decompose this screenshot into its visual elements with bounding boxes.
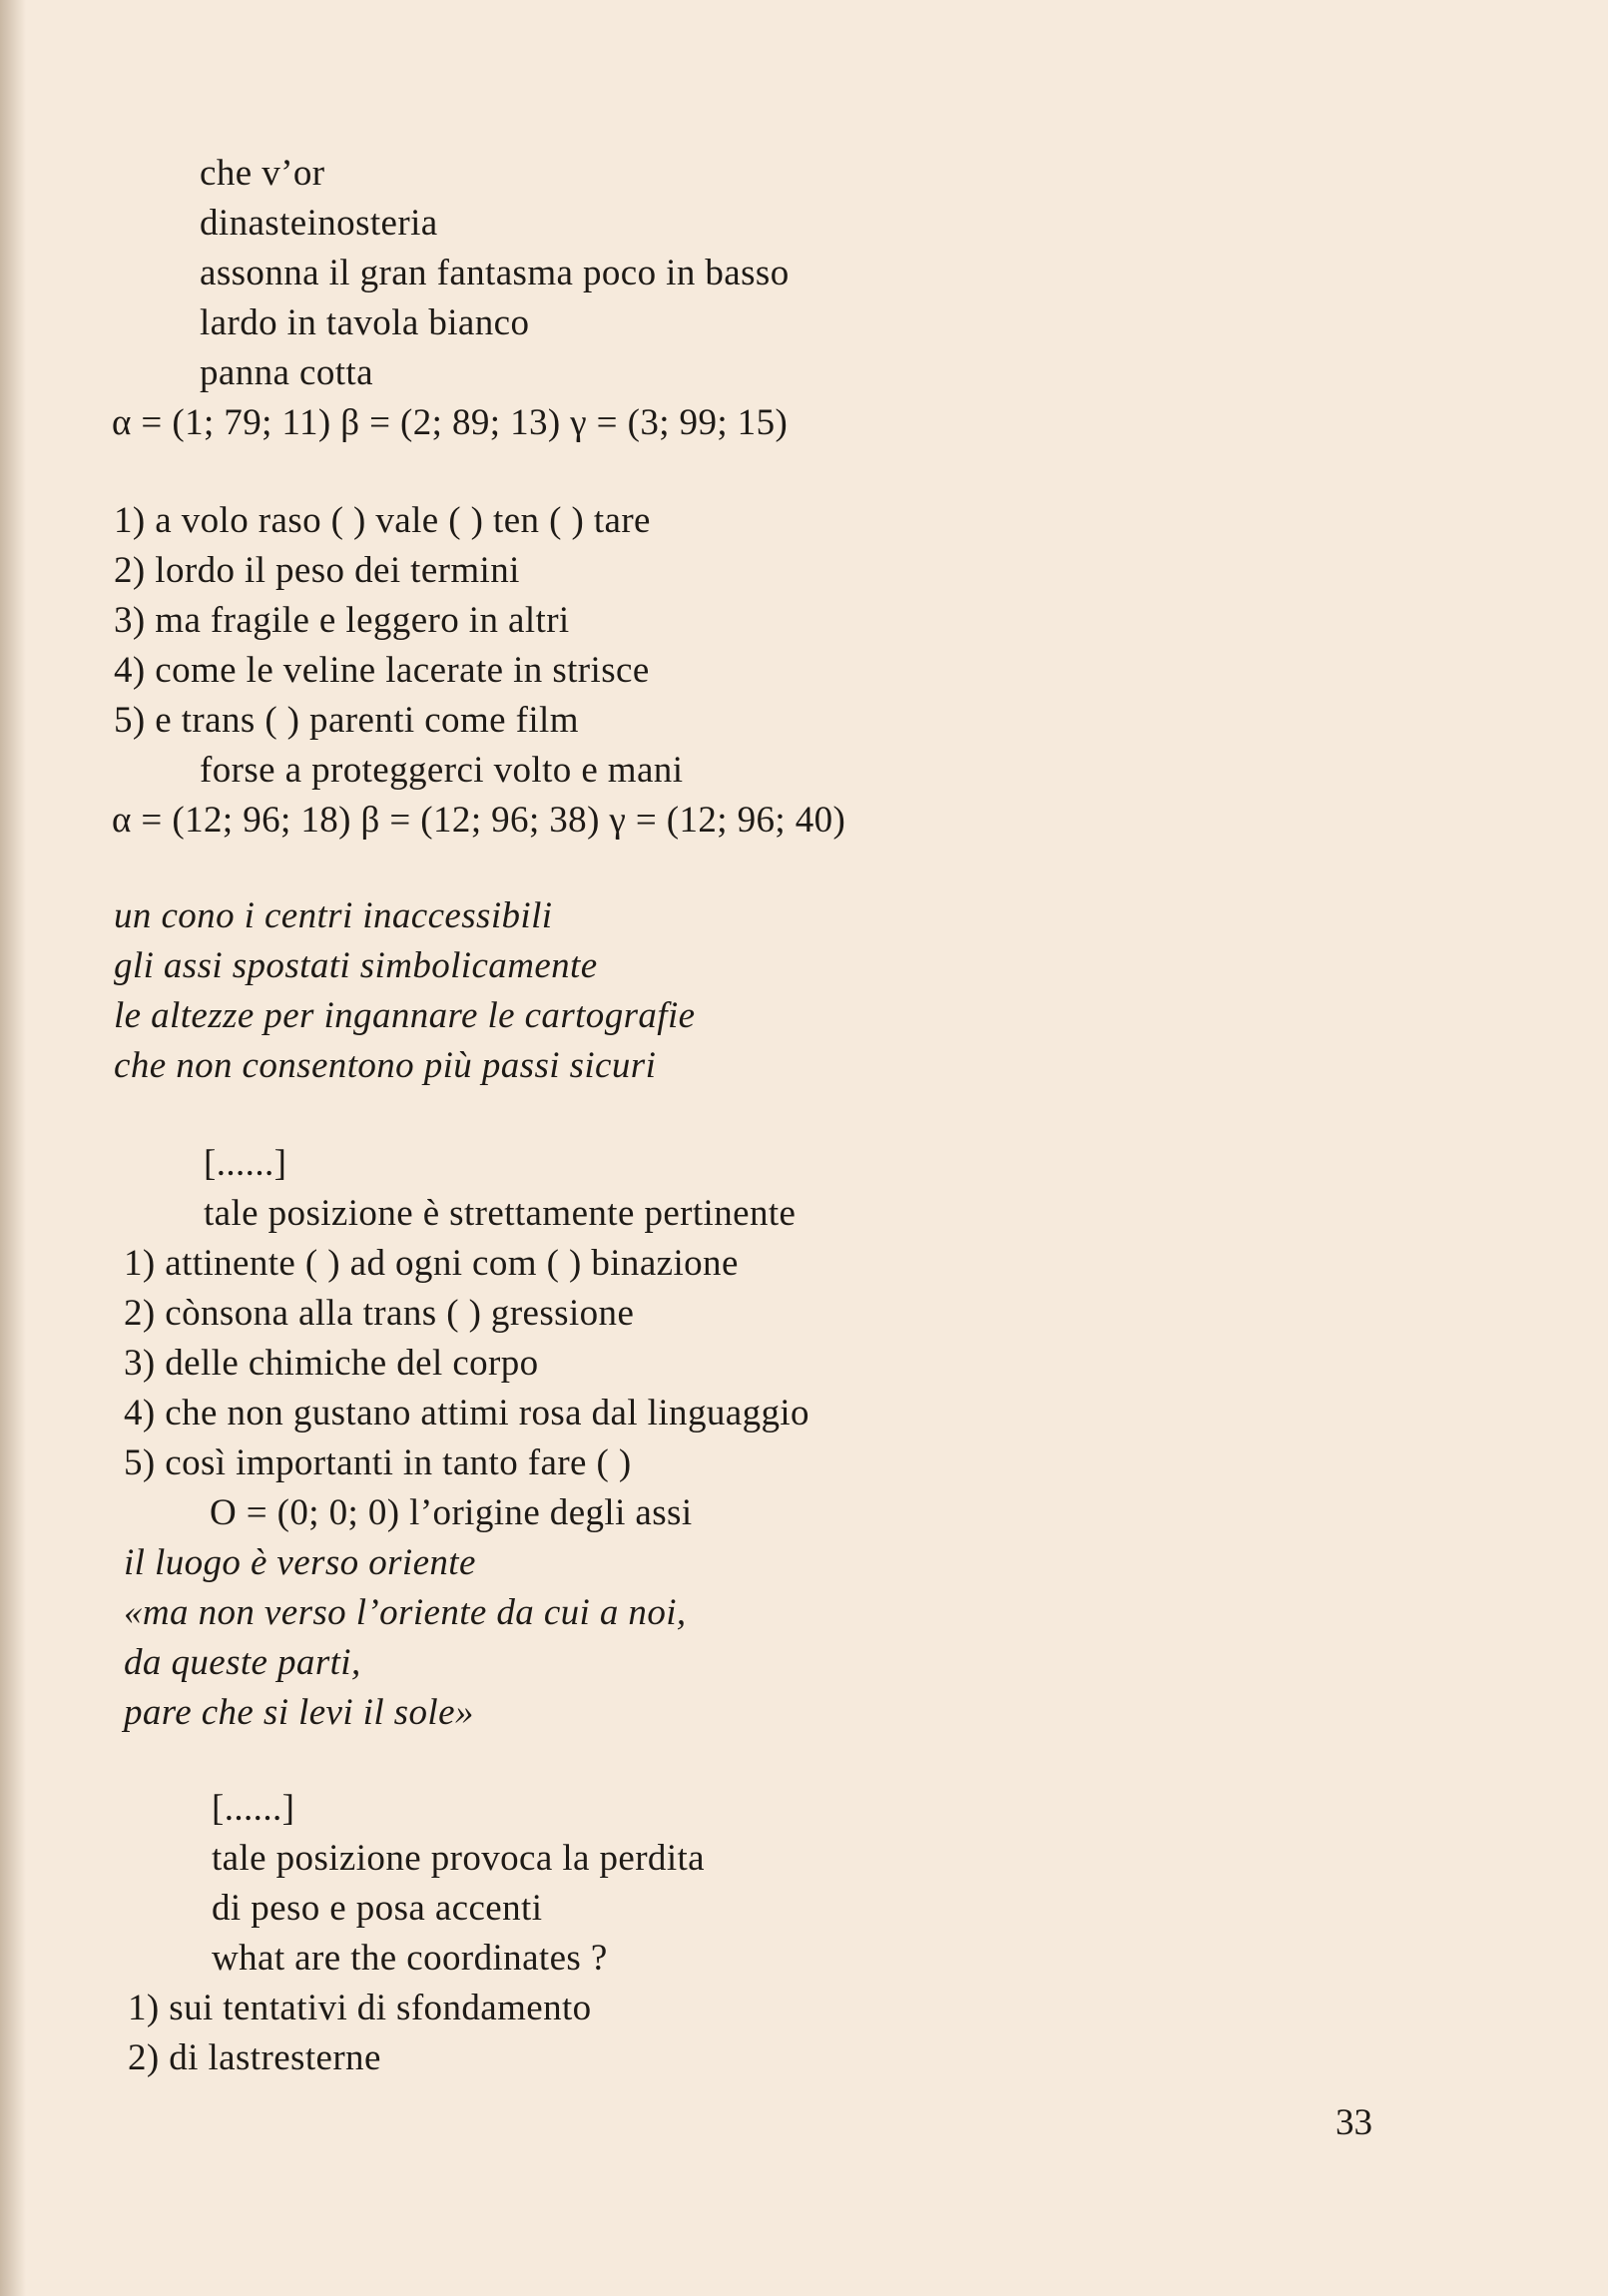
page-number: 33 [1336, 2102, 1372, 2143]
ellipsis-bracket: [......] [212, 1788, 295, 1829]
poem-line: panna cotta [200, 352, 373, 393]
coordinate-formula: α = (1; 79; 11) β = (2; 89; 13) γ = (3; 99; 15) [112, 402, 789, 443]
numbered-line: 4) come le veline lacerate in strisce [114, 650, 650, 691]
italic-line: da queste parti, [124, 1642, 361, 1683]
numbered-line: 1) attinente ( ) ad ogni com ( ) binazione [124, 1243, 739, 1284]
poem-line: assonna il gran fantasma poco in basso [200, 253, 790, 293]
numbered-line: 1) sui tentativi di sfondamento [128, 1988, 592, 2028]
poem-line: what are the coordinates ? [212, 1938, 608, 1979]
numbered-line: 1) a volo raso ( ) vale ( ) ten ( ) tare [114, 500, 651, 541]
italic-line: «ma non verso l’oriente da cui a noi, [124, 1592, 687, 1633]
poem-line: tale posizione provoca la perdita [212, 1838, 706, 1879]
italic-line: un cono i centri inaccessibili [114, 895, 553, 936]
poem-line: che v’or [200, 153, 325, 194]
numbered-line: 5) e trans ( ) parenti come film [114, 700, 579, 741]
italic-line: le altezze per ingannare le cartografie [114, 995, 696, 1036]
numbered-line: 2) cònsona alla trans ( ) gressione [124, 1293, 635, 1334]
ellipsis-bracket: [......] [204, 1143, 287, 1184]
numbered-line: 2) di lastresterne [128, 2037, 381, 2078]
italic-line: che non consentono più passi sicuri [114, 1045, 657, 1086]
numbered-line: 2) lordo il peso dei termini [114, 550, 520, 591]
numbered-line: 4) che non gustano attimi rosa dal linguaggio [124, 1393, 809, 1434]
poem-line: forse a proteggerci volto e mani [200, 750, 684, 791]
poem-line: dinasteinosteria [200, 203, 438, 244]
numbered-line: 3) delle chimiche del corpo [124, 1343, 539, 1384]
poem-line: tale posizione è strettamente pertinente [204, 1193, 797, 1234]
poem-line: di peso e posa accenti [212, 1888, 543, 1929]
italic-line: gli assi spostati simbolicamente [114, 945, 598, 986]
origin-formula: O = (0; 0; 0) l’origine degli assi [210, 1492, 693, 1533]
italic-line: pare che si levi il sole» [124, 1692, 474, 1733]
italic-line: il luogo è verso oriente [124, 1542, 476, 1583]
poem-line: lardo in tavola bianco [200, 302, 530, 343]
numbered-line: 5) così importanti in tanto fare ( ) [124, 1442, 632, 1483]
numbered-line: 3) ma fragile e leggero in altri [114, 600, 570, 641]
coordinate-formula: α = (12; 96; 18) β = (12; 96; 38) γ = (12; 96; 40) [112, 800, 846, 841]
